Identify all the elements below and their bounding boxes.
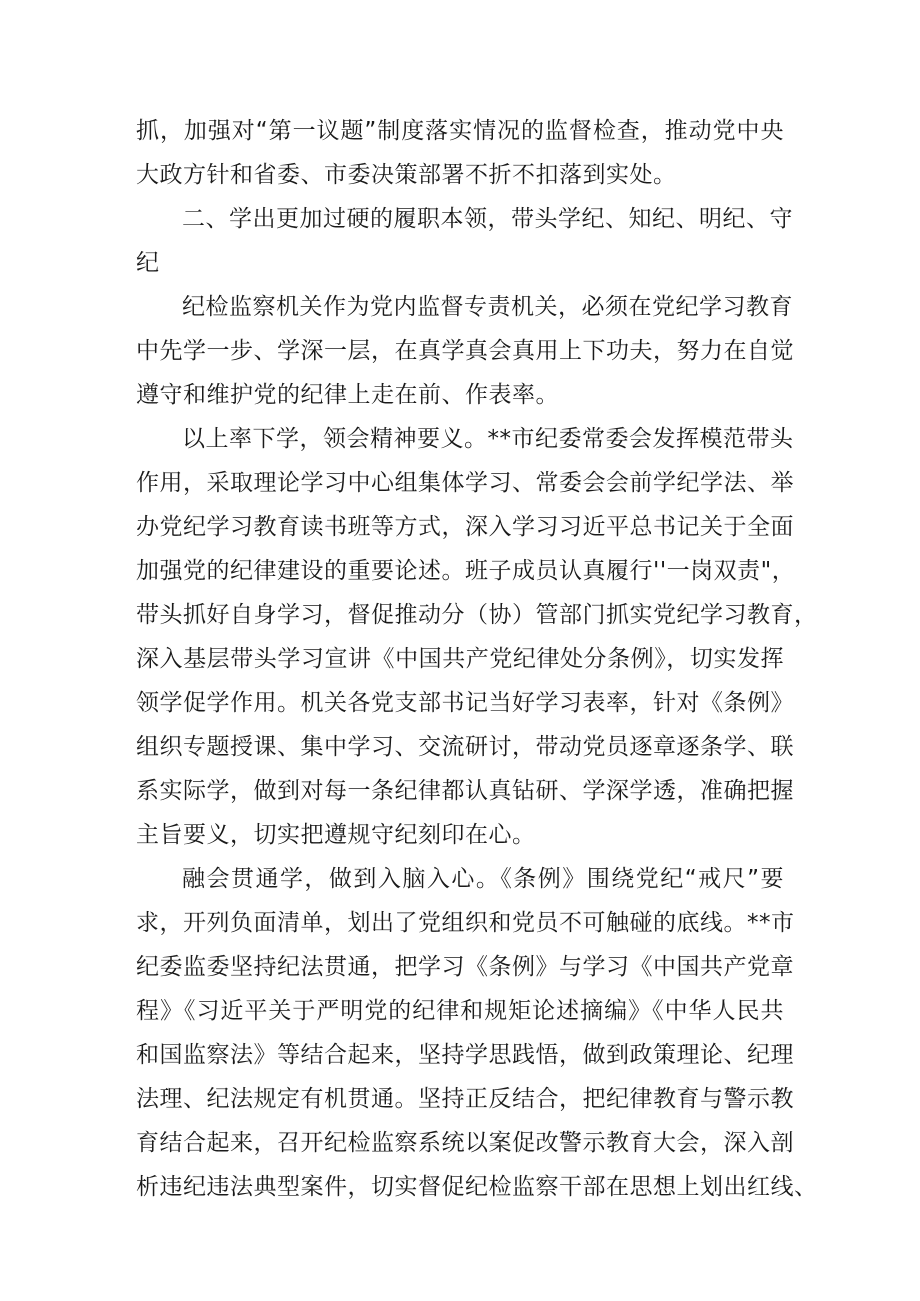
text-line: 纪检监察机关作为党内监督专责机关，必须在党纪学习教育 [182, 294, 793, 320]
text-line: 系实际学，做到对每一条纪律都认真钻研、学深学透，准确把握 [136, 778, 794, 804]
text-line: 求，开列负面清单，划出了党组织和党员不可触碰的底线。**市 [136, 910, 795, 936]
text-line: 深入基层带头学习宣讲《中国共产党纪律处分条例》，切实发挥 [136, 646, 784, 672]
text-line: 纪委监委坚持纪法贯通，把学习《条例》与学习《中国共产党章 [136, 954, 794, 980]
text-line: 法理、纪法规定有机贯通。坚持正反结合，把纪律教育与警示教 [136, 1086, 794, 1112]
text-line: 遵守和维护党的纪律上走在前、作表率。 [136, 382, 559, 408]
section-heading-continued: 纪 [136, 250, 160, 276]
text-line: 抓，加强对“第一议题”制度落实情况的监督检查，推动党中央 [136, 118, 784, 144]
section-heading: 二、学出更加过硬的履职本领，带头学纪、知纪、明纪、守 [182, 206, 793, 232]
text-line: 和国监察法》等结合起来，坚持学思践悟，做到政策理论、纪理 [136, 1042, 794, 1068]
text-line: 带头抓好自身学习，督促推动分（协）管部门抓实党纪学习教育， [136, 602, 818, 628]
text-line: 组织专题授课、集中学习、交流研讨，带动党员逐章逐条学、联 [136, 734, 794, 760]
text-line: 中先学一步、学深一层，在真学真会真用上下功夫，努力在自觉 [136, 338, 794, 364]
text-line: 育结合起来，召开纪检监察系统以案促改警示教育大会，深入剖 [136, 1130, 794, 1156]
text-line: 领学促学作用。机关各党支部书记当好学习表率，针对《条例》 [136, 690, 794, 716]
text-line: 办党纪学习教育读书班等方式，深入学习习近平总书记关于全面 [136, 514, 794, 540]
text-line: 融会贯通学，做到入脑入心。《条例》围绕党纪“戒尺”要 [182, 866, 784, 892]
text-line: 程》《习近平关于严明党的纪律和规矩论述摘编》《中华人民共 [136, 998, 784, 1024]
text-line: 主旨要义，切实把遵规守纪刻印在心。 [136, 822, 536, 848]
text-line: 加强党的纪律建设的重要论述。班子成员认真履行''一岗双责"， [136, 558, 796, 584]
text-line: 作用，采取理论学习中心组集体学习、常委会会前学纪学法、举 [136, 470, 794, 496]
text-line: 大政方针和省委、市委决策部署不折不扣落到实处。 [136, 162, 677, 188]
text-line: 以上率下学，领会精神要义。**市纪委常委会发挥模范带头 [182, 426, 794, 452]
text-line: 析违纪违法典型案件，切实督促纪检监察干部在思想上划出红线、 [136, 1174, 818, 1200]
